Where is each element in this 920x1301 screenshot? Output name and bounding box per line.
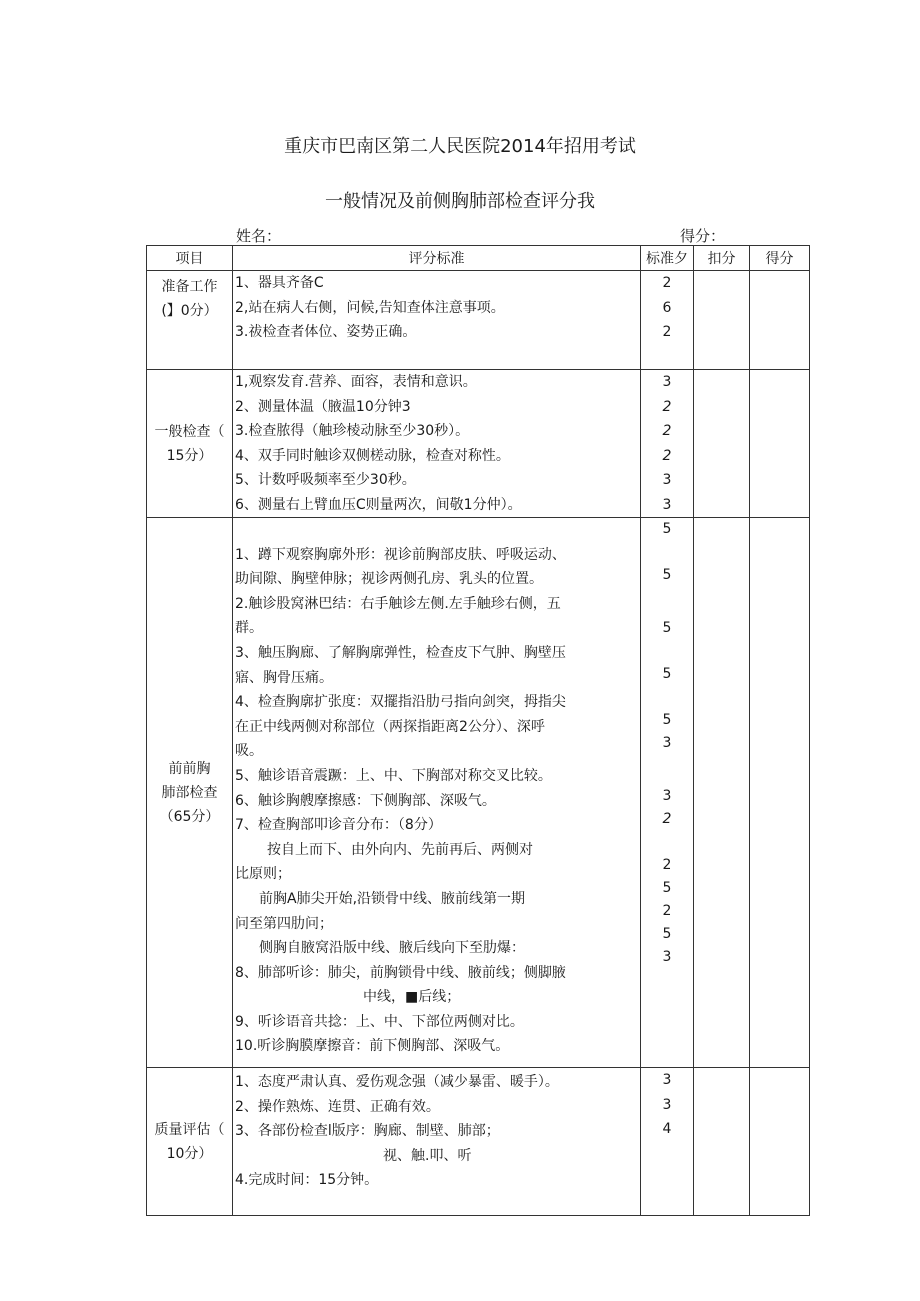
- score-value: 5: [662, 712, 672, 728]
- deduct-cell[interactable]: [694, 370, 750, 518]
- header-criteria: 评分标准: [233, 246, 641, 271]
- score-value: 6: [662, 299, 672, 316]
- score-value: 5: [662, 620, 672, 636]
- criteria-line: 助间隙、胸壁伸脉；视诊两侧孔房、乳头的位置。: [235, 571, 543, 588]
- standard-general: [641, 370, 694, 518]
- item-prep: [147, 271, 233, 370]
- header-deduct: 扣分: [694, 246, 750, 271]
- deduct-cell[interactable]: [694, 518, 750, 1068]
- criteria-line: 寤、胸骨压痛。: [235, 669, 333, 686]
- criteria-line: 4、双手同时触诊双侧槎动脉，检查对称性。: [235, 447, 510, 464]
- score-value: 2: [662, 423, 672, 439]
- criteria-line: 5、触诊语音震蹶：上、中、下胸部对称交叉比较。: [235, 767, 552, 784]
- score-value: 3: [662, 374, 672, 390]
- criteria-line: 按自上而下、由外向内、先前再后、两侧对: [267, 841, 533, 858]
- criteria-line: 5、计数呼吸频率至少30秒。: [235, 472, 416, 488]
- score-value: 3: [662, 1072, 672, 1088]
- item-quality-line2: 10分）: [166, 1145, 213, 1162]
- criteria-line: 群。: [235, 620, 263, 637]
- score-value: [641, 541, 693, 564]
- score-value: 5: [662, 880, 672, 896]
- criteria-quality: [233, 1068, 641, 1216]
- criteria-line: 2、操作熟炼、连贯、正确有效。: [235, 1098, 440, 1115]
- score-value: 3: [662, 735, 672, 751]
- table-row-chest: [147, 518, 810, 1068]
- table-row-general: [147, 370, 810, 518]
- header-standard: 标准夕: [641, 246, 694, 271]
- criteria-line: 4.完成时间：15分钟。: [235, 1172, 379, 1188]
- got-cell[interactable]: [750, 1068, 810, 1216]
- criteria-line: 6、触诊胸艘摩擦感：下侧胸部、深吸气。: [235, 792, 496, 809]
- deduct-cell[interactable]: [694, 271, 750, 370]
- item-chest-line2: 肺部检查: [161, 784, 218, 801]
- criteria-general: [233, 370, 641, 518]
- score-value: 5: [662, 666, 672, 682]
- table-row-quality: [147, 1068, 810, 1216]
- score-value: 2: [662, 447, 672, 464]
- criteria-line: 吸。: [235, 743, 263, 760]
- score-value: [641, 587, 693, 617]
- page-subtitle: 一般情况及前侧胸肺部检查评分我: [325, 191, 595, 212]
- criteria-line: 2,站在病人右侧，问候,告知查体注意事项。: [235, 299, 505, 316]
- name-label: 姓名：: [236, 227, 282, 245]
- score-value: [641, 762, 693, 785]
- score-value: [641, 686, 693, 709]
- criteria-line: 1,观察发育.营养、面容，表情和意识。: [235, 374, 477, 390]
- score-table: [146, 245, 810, 1216]
- score-value: 5: [662, 567, 672, 583]
- score-value: 2: [662, 811, 672, 827]
- score-value: 2: [662, 324, 672, 340]
- criteria-prep: [233, 271, 641, 370]
- score-value: 4: [662, 1121, 672, 1137]
- score-value: 3: [662, 1096, 672, 1113]
- criteria-line: 2.触诊股窝淋巴结：右手触诊左侧.左手触珍右侧，五: [235, 595, 561, 612]
- score-value: [641, 640, 693, 663]
- criteria-line: 1、态度严肃认真、爱伤观念强（减少暴雷、暖手）。: [235, 1074, 559, 1090]
- standard-quality: [641, 1068, 694, 1216]
- score-value: 3: [662, 788, 672, 804]
- score-value: [641, 831, 693, 854]
- score-value: 2: [662, 903, 672, 919]
- criteria-line: 侧胸自腋窝沿版中线、腋后线向下至肋爆：: [259, 940, 525, 957]
- item-chest-line1: 前前胸: [168, 760, 211, 777]
- item-chest-line3: （65分）: [159, 808, 220, 825]
- score-value: 5: [662, 926, 672, 942]
- table-row-prep: [147, 271, 810, 370]
- criteria-line: 6、测量右上臂血压C则量两次，间敬1分仲）。: [235, 496, 522, 513]
- criteria-line: 3.祓检查者体位、姿势正确。: [235, 324, 417, 340]
- criteria-line: 10.听诊胸膜摩擦音：前下侧胸部、深吸气。: [235, 1038, 510, 1055]
- item-prep-line2: (】0分）: [161, 303, 218, 319]
- standard-prep: [641, 271, 694, 370]
- got-cell[interactable]: [750, 271, 810, 370]
- score-value: 5: [662, 521, 672, 537]
- criteria-line: 3.检查脓得（触珍棱动脉至少30秒）。: [235, 423, 470, 439]
- criteria-line: 比原则；: [235, 866, 291, 883]
- got-cell[interactable]: [750, 370, 810, 518]
- criteria-line: 7、检查胸部叩诊音分布：（8分）: [235, 817, 442, 834]
- item-chest: [147, 518, 233, 1068]
- item-quality: [147, 1068, 233, 1216]
- item-general: [147, 370, 233, 518]
- criteria-line: 9、听诊语音共捻：上、中、下部位两侧对比。: [235, 1013, 524, 1030]
- score-value: 2: [662, 275, 672, 291]
- standard-chest: [641, 518, 694, 1068]
- header-got: 得分: [750, 246, 810, 271]
- criteria-line: 1、器具齐备C: [235, 275, 324, 291]
- score-value: 3: [662, 496, 672, 513]
- criteria-line: 在正中线两侧对称部位（两探指距离2公分）、深呼: [235, 718, 545, 735]
- table-header-row: [147, 246, 810, 271]
- criteria-line: 中线，■后线；: [363, 989, 461, 1006]
- got-cell[interactable]: [750, 518, 810, 1068]
- score-value: 3: [662, 949, 672, 965]
- criteria-chest: [233, 518, 641, 1068]
- criteria-line: 3、各部份检查l版序：胸廊、制壁、肺部；: [235, 1123, 500, 1139]
- criteria-line: 前胸A肺尖开始,沿锁骨中线、腋前线第一期: [259, 890, 526, 907]
- item-prep-line1: 准备工作: [161, 279, 218, 295]
- criteria-line: 4、检查胸廓扩张度：双擺指沿肋弓指向剑突，拇指尖: [235, 694, 566, 711]
- score-value: 3: [662, 472, 672, 488]
- score-label: 得分：: [680, 227, 726, 245]
- criteria-line: 视、触.叩、听: [383, 1147, 472, 1164]
- item-general-line2: 15分）: [166, 447, 213, 464]
- page-title: 重庆市巴南区第二人民医院2014年招用考试: [284, 136, 636, 157]
- criteria-line: 3、触压胸廊、了解胸廓弹性，检查皮下气肿、胸壁压: [235, 644, 566, 661]
- criteria-line: 8、肺部听诊：肺尖，前胸锁骨中线、腋前线；侧脚腋: [235, 964, 566, 981]
- item-general-line1: 一般检查（: [154, 423, 225, 440]
- score-value: 2: [662, 857, 672, 873]
- deduct-cell[interactable]: [694, 1068, 750, 1216]
- criteria-line: 问至第四肋问；: [235, 915, 333, 932]
- criteria-line: 2、测量体温（腋温10分钟3: [235, 398, 411, 415]
- criteria-line: [235, 518, 640, 543]
- criteria-line: 1、蹲下观察胸廓外形：视诊前胸部皮肤、呼吸运动、: [235, 546, 566, 563]
- header-item: 项目: [147, 246, 233, 271]
- score-value: 2: [662, 398, 672, 415]
- item-quality-line1: 质量评估（: [154, 1121, 225, 1138]
